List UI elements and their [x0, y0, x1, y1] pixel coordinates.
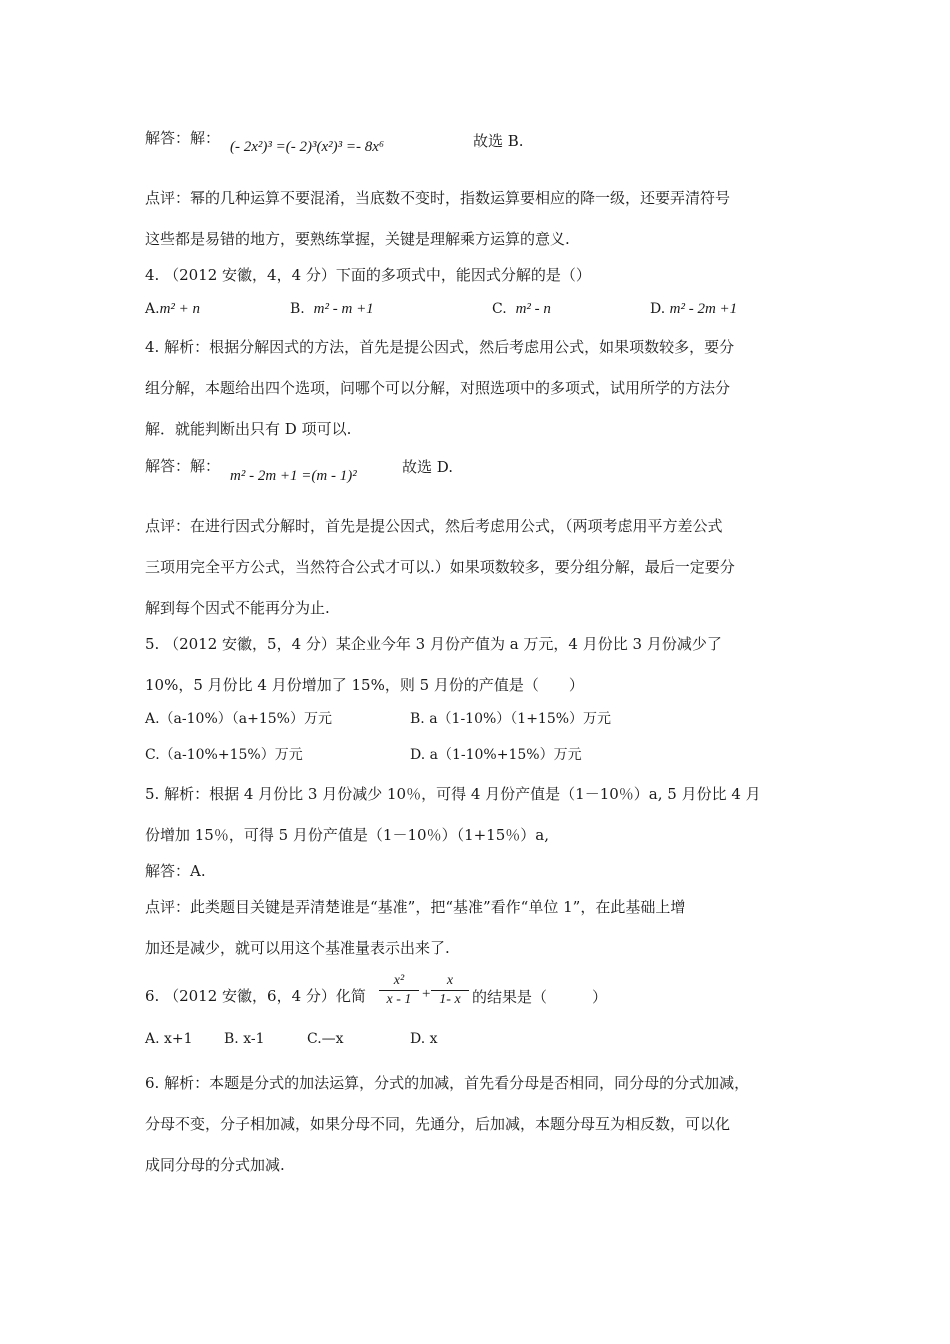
- q6-fraction-1-denominator: x - 1: [386, 992, 412, 1007]
- q6-plus-sign: +: [422, 986, 431, 1002]
- q6-question-suffix: 的结果是（ ）: [472, 988, 608, 1006]
- q6-question-prefix: 6. （2012 安徽，6，4 分）化简: [145, 987, 366, 1005]
- q6-option-a: A. x+1: [145, 1031, 193, 1047]
- q5-option-b: B. a（1-10%）（1+15%）万元: [410, 711, 612, 727]
- q4-option-c-expr: m² - n: [515, 301, 551, 317]
- q5-option-d: D. a（1-10%+15%）万元: [410, 747, 582, 763]
- q6-fraction-2: [431, 972, 469, 1009]
- q6-fraction-2-numerator: x: [446, 973, 454, 988]
- q6-fraction-2-denominator: 1- x: [439, 992, 461, 1007]
- q4-conclusion: 故选 D.: [402, 458, 454, 476]
- q5-question-line-2: 10%，5 月份比 4 月份增加了 15%，则 5 月份的产值是（ ）: [145, 676, 584, 694]
- q6-option-c: C.—x: [307, 1031, 344, 1047]
- q3-comment-line-1: 点评：幂的几种运算不要混淆，当底数不变时，指数运算要相应的降一级，还要弄清符号: [145, 189, 731, 207]
- q3-comment-line-2: 这些都是易错的地方，要熟练掌握，关键是理解乘方运算的意义.: [145, 230, 570, 248]
- q5-analysis-line-1: 5. 解析：根据 4 月份比 3 月份减少 10％，可得 4 月份产值是（1－10％）a, 5 月份比 4 月: [145, 785, 761, 803]
- q4-analysis-line-2: 组分解，本题给出四个选项，问哪个可以分解，对照选项中的多项式，试用所学的方法分: [145, 379, 731, 397]
- q5-option-a: A.（a-10%）（a+15%）万元: [145, 711, 332, 727]
- q4-option-c-label: C.: [492, 301, 507, 317]
- q3-formula: (- 2x²)³ =(- 2)³(x²)³ =- 8x⁶: [230, 139, 385, 155]
- q5-comment-line-2: 加还是减少，就可以用这个基准量表示出来了.: [145, 939, 450, 957]
- q4-option-c: [492, 301, 551, 318]
- q4-option-d: [650, 301, 737, 318]
- q5-answer: 解答：A.: [145, 862, 206, 880]
- q6-analysis-line-2: 分母不变，分子相加减，如果分母不同，先通分，后加减，本题分母互为相反数，可以化: [145, 1115, 731, 1133]
- q4-option-d-expr: m² - 2m +1: [669, 301, 738, 317]
- q4-option-b-expr: m² - m +1: [313, 301, 374, 317]
- q4-option-a: [145, 301, 200, 318]
- q4-analysis-line-1: 4. 解析：根据分解因式的方法，首先是提公因式，然后考虑用公式，如果项数较多，要分: [145, 338, 735, 356]
- q4-formula: m² - 2m +1 =(m - 1)²: [230, 468, 357, 484]
- q4-comment-line-3: 解到每个因式不能再分为止.: [145, 599, 330, 617]
- q4-option-a-expr: m² + n: [159, 301, 201, 317]
- q4-comment-line-2: 三项用完全平方公式，当然符合公式才可以.）如果项数较多，要分组分解，最后一定要分: [145, 558, 735, 576]
- q4-option-b-label: B.: [290, 301, 305, 317]
- q5-option-c: C.（a-10%+15%）万元: [145, 747, 303, 763]
- q4-question: 4. （2012 安徽，4，4 分）下面的多项式中，能因式分解的是（）: [145, 266, 591, 284]
- q3-conclusion: 故选 B.: [473, 132, 524, 150]
- q5-comment-line-1: 点评：此类题目关键是弄清楚谁是“基准”，把“基准”看作“单位 1”，在此基础上增: [145, 898, 686, 916]
- q4-answer-label: 解答：解：: [145, 457, 221, 475]
- q4-option-b: [290, 301, 374, 318]
- q6-option-b: B. x-1: [224, 1031, 265, 1047]
- q3-answer-label: 解答：解：: [145, 129, 221, 147]
- q6-fraction-1-numerator: x²: [393, 973, 405, 988]
- q4-analysis-line-3: 解．就能判断出只有 D 项可以.: [145, 420, 352, 438]
- q6-option-d: D. x: [410, 1031, 438, 1047]
- q4-option-a-label: A.: [145, 301, 160, 317]
- q6-fraction-1: [379, 972, 419, 1009]
- q5-question-line-1: 5. （2012 安徽，5，4 分）某企业今年 3 月份产值为 a 万元，4 月份比 3 月份减少了: [145, 635, 722, 653]
- q4-option-d-label: D.: [650, 301, 666, 317]
- q5-analysis-line-2: 份增加 15％，可得 5 月份产值是（1－10％）（1+15％）a,: [145, 826, 549, 844]
- q4-comment-line-1: 点评：在进行因式分解时，首先是提公因式，然后考虑用公式，（两项考虑用平方差公式: [145, 517, 723, 535]
- q6-analysis-line-1: 6. 解析：本题是分式的加法运算，分式的加减，首先看分母是否相同，同分母的分式加减，: [145, 1074, 750, 1092]
- q6-analysis-line-3: 成同分母的分式加减.: [145, 1156, 285, 1174]
